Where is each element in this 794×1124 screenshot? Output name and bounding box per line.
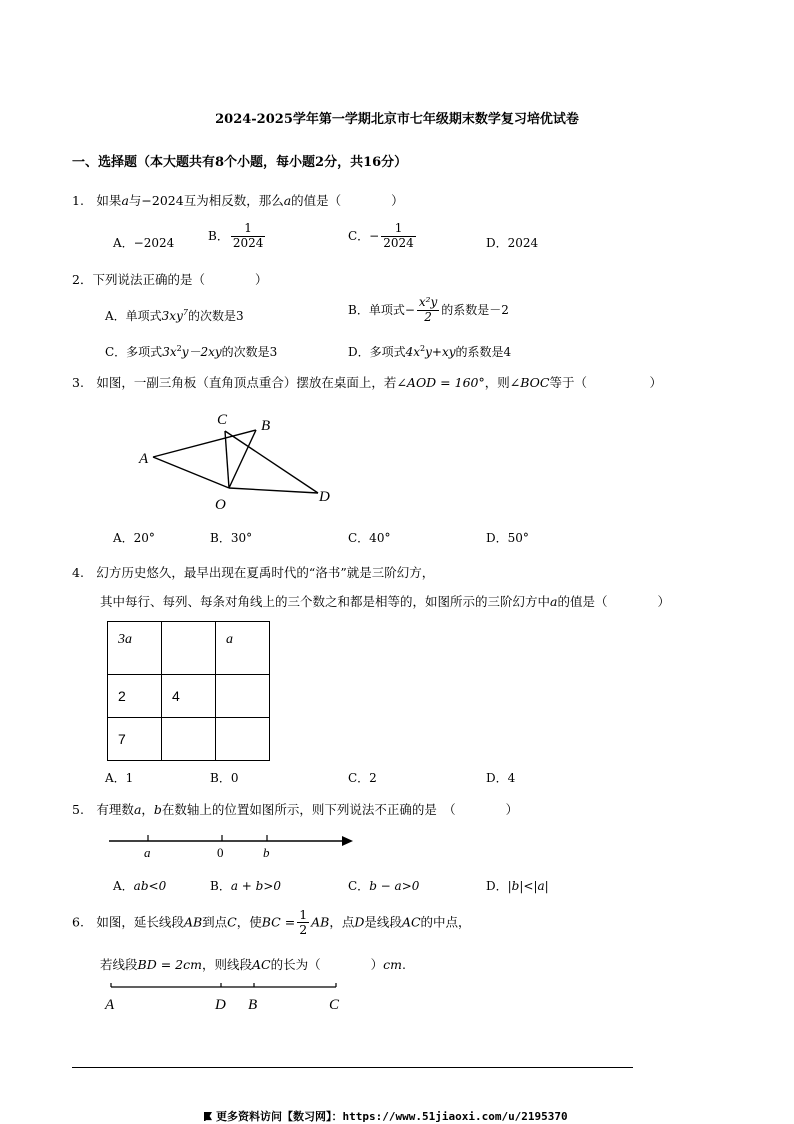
option-label: D．: [486, 879, 508, 893]
math-expr: BD = 2cm: [137, 957, 202, 972]
number-line: [105, 830, 360, 862]
q5-text: 5. 有理数: [72, 802, 134, 817]
axis-label-a: a: [144, 845, 151, 860]
math-expr: y+xy: [425, 345, 456, 359]
option-text: 的系数是4: [455, 345, 512, 359]
q3-option-c: C．40°: [348, 531, 391, 545]
segment-AO: [153, 457, 229, 488]
math-expr: BC =: [261, 914, 296, 930]
q5-option-d: [486, 877, 549, 894]
label-C: C: [217, 412, 228, 428]
flag-icon: [204, 1112, 212, 1121]
q6-text: 的长为（ ）: [270, 957, 384, 972]
label-A: A: [139, 451, 149, 467]
q3-text: 3. 如图，一副三角板（直角顶点重合）摆放在桌面上，若: [72, 375, 397, 390]
q5-option-b: [210, 877, 281, 894]
q5-text: 在数轴上的位置如图所示，则下列说法不正确的是 （ ）: [161, 802, 519, 817]
q3-option-b: B．30°: [210, 531, 253, 545]
seg-label-B: B: [248, 997, 258, 1013]
denominator: 2: [299, 922, 308, 938]
q1-option-a: A．−2024: [113, 236, 175, 250]
q5-var: b: [153, 802, 162, 817]
q1-option-c: [348, 222, 418, 251]
q6-text: 6. 如图，延长线段: [72, 914, 184, 930]
option-text: 的系数是－2: [441, 302, 509, 317]
math-expr: cm: [383, 957, 402, 972]
arrow-head-icon: [342, 836, 353, 846]
q1-option-d: D．2024: [486, 236, 539, 250]
magic-cell: [162, 622, 216, 675]
question-3-stem: [72, 373, 662, 391]
q1-number: −2024: [141, 193, 184, 208]
q6-text: ，点: [329, 914, 355, 930]
q6-text: 若线段: [100, 957, 138, 972]
magic-cell: [216, 675, 270, 718]
q4-text: 的值是（ ）: [557, 594, 670, 609]
option-text: C．多项式: [105, 345, 163, 359]
q2-option-d: [348, 343, 511, 360]
segment-figure: [100, 980, 350, 1016]
exponent: 2: [176, 344, 182, 353]
magic-cell: [162, 718, 216, 761]
option-label: C．: [348, 879, 370, 893]
footer-divider: [72, 1067, 633, 1068]
magic-cell: 7: [108, 718, 162, 761]
denominator: 2024: [383, 235, 414, 250]
numerator: 1: [231, 222, 266, 237]
segment-BO: [229, 430, 256, 488]
q1-text: 的值是（ ）: [291, 193, 404, 208]
segment-CO: [225, 431, 229, 488]
math-expr: AC: [251, 957, 271, 972]
seg-label-C: C: [329, 997, 340, 1013]
math-expr: ab<0: [133, 879, 167, 893]
magic-cell: a: [216, 622, 270, 675]
math-expr: 3xy: [161, 309, 183, 323]
q4-option-b: B．0: [210, 771, 239, 785]
fraction: [381, 222, 416, 251]
q4-option-a: A．1: [105, 771, 134, 785]
math-expr: AB: [311, 914, 330, 930]
q6-text: 到点: [202, 914, 228, 930]
math-expr: |b|<|a|: [507, 879, 549, 893]
fraction: [417, 296, 439, 325]
exponent: 7: [182, 308, 188, 317]
triangle-figure: [130, 405, 350, 515]
option-text: D．多项式: [348, 345, 406, 359]
label-D: D: [319, 489, 330, 505]
option-label: A．: [113, 879, 134, 893]
fraction: [231, 222, 266, 251]
q3-text: 等于（ ）: [549, 375, 662, 390]
question-5-stem: [72, 800, 518, 818]
page-title: 2024-2025学年第一学期北京市七年级期末数学复习培优试卷: [215, 112, 579, 127]
axis-label-b: b: [263, 845, 270, 860]
math-expr: y－2xy: [181, 345, 222, 359]
q3-option-a: A．20°: [113, 531, 155, 545]
label-B: B: [261, 418, 271, 434]
axis-label-zero: 0: [217, 845, 224, 860]
q3-text: ，则: [484, 375, 510, 390]
math-expr: AB: [183, 914, 203, 930]
magic-cell: 2: [108, 675, 162, 718]
section-heading: 一、选择题（本大题共有8个小题，每小题2分，共16分）: [72, 155, 408, 170]
q5-var: a: [133, 802, 142, 817]
label-O: O: [215, 497, 226, 513]
denominator: 2024: [232, 235, 264, 250]
denominator: 2: [424, 309, 432, 324]
numerator: 1: [381, 222, 416, 237]
q1-option-b: [208, 222, 267, 251]
option-text: 的次数是3: [221, 345, 278, 359]
q1-var: a: [283, 193, 292, 208]
q4-var: a: [550, 594, 558, 609]
seg-label-A: A: [105, 997, 115, 1013]
magic-square: [107, 621, 270, 761]
footer-text: 更多资料访问【数习网】：https://www.51jiaoxi.com/u/2195370: [216, 1110, 568, 1123]
q6-text: ，则线段: [201, 957, 252, 972]
question-2-stem: 2．下列说法正确的是（ ）: [72, 272, 268, 287]
q4-option-d: D．4: [486, 771, 516, 785]
q5-option-c: [348, 877, 419, 894]
math-expr: ∠AOD = 160°: [396, 375, 485, 390]
numerator: x²y: [418, 295, 438, 309]
exponent: 2: [420, 344, 426, 353]
segment-CD: [225, 431, 318, 493]
q1-text: 互为相反数，那么: [183, 193, 284, 208]
q4-option-c: C．2: [348, 771, 377, 785]
numerator: 1: [299, 907, 308, 922]
option-label: C．−: [348, 228, 380, 243]
question-1-stem: [72, 191, 404, 209]
option-label: B．: [210, 879, 231, 893]
footer-link[interactable]: [204, 1108, 568, 1124]
question-4-line1: 4. 幻方历史悠久，最早出现在夏禹时代的“洛书”就是三阶幻方，: [72, 565, 435, 580]
q3-option-d: D．50°: [486, 531, 529, 545]
math-expr: b − a>0: [369, 879, 420, 893]
question-6-line1: [72, 908, 471, 938]
option-text: B．单项式−: [348, 302, 415, 317]
q5-text: ，: [141, 802, 154, 817]
math-expr: ∠BOC: [509, 375, 550, 390]
q1-text: 1. 如果: [72, 193, 122, 208]
q6-text: ，使: [236, 914, 262, 930]
q4-text: 其中每行、每列、每条对角线上的三个数之和都是相等的，如图所示的三阶幻方中: [100, 594, 551, 609]
q2-option-c: [105, 343, 277, 360]
q2-option-a: [105, 307, 244, 324]
q1-var: a: [121, 193, 129, 208]
math-expr: 4x: [405, 345, 421, 359]
question-6-line2: [100, 955, 406, 973]
option-label: B．: [208, 228, 229, 243]
q1-text: 与: [128, 193, 142, 208]
question-4-line2: [100, 592, 670, 610]
math-expr: a + b>0: [230, 879, 282, 893]
math-expr: D: [354, 914, 365, 930]
magic-cell: 4: [162, 675, 216, 718]
math-expr: C: [227, 914, 237, 930]
seg-label-D: D: [215, 997, 226, 1013]
q6-text: 是线段: [364, 914, 402, 930]
magic-cell: [216, 718, 270, 761]
magic-cell: 3a: [108, 622, 162, 675]
q6-text: .: [401, 957, 406, 972]
option-text: 的次数是3: [187, 309, 244, 323]
q2-option-b: [348, 296, 509, 325]
segment-OD: [229, 488, 318, 493]
q6-text: 的中点，: [420, 914, 471, 930]
segment-AB: [153, 430, 256, 457]
math-expr: 3x: [162, 345, 177, 359]
option-text: A．单项式: [105, 309, 162, 323]
fraction: [297, 908, 309, 938]
q5-option-a: [113, 877, 166, 894]
math-expr: AC: [401, 914, 421, 930]
